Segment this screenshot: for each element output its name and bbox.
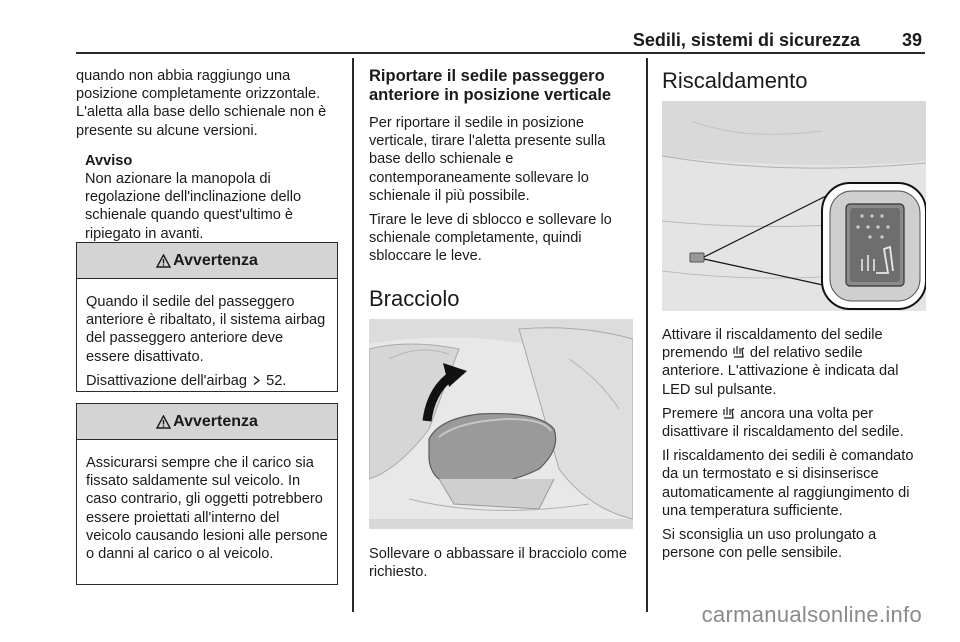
figure-caption: Sollevare o abbassare il bracciolo come richiesto. [369, 546, 627, 581]
paragraph-text: del relativo sedile anteriore. L'attivazione è indicata dal LED sul pulsante. [662, 345, 899, 398]
column-3-body [662, 326, 926, 562]
page-number: 39 [901, 30, 922, 50]
seat-heating-icon [732, 345, 746, 359]
paragraph [662, 405, 926, 441]
seat-heating-icon [722, 406, 736, 420]
cross-reference [86, 372, 328, 390]
paragraph: Tirare le leve di sblocco e sollevare lo schienale completamente, quindi sbloccare le leve. [369, 212, 612, 265]
paragraph-text: Premere [662, 405, 718, 422]
notice-title: Avviso [85, 152, 133, 169]
section-heading: Riportare il sedile passeggero anteriore in posizione verticale [369, 67, 612, 104]
warning-triangle-icon [156, 254, 171, 268]
warning-box [76, 242, 338, 392]
paragraph: Per riportare il sedile in posizione verticale, tirare l'aletta presente sulla base dello schienale e contemporaneamente sollevare lo schienale il più possibile. [369, 115, 606, 204]
column-1 [76, 67, 338, 243]
cross-reference-page[interactable]: 52. [266, 372, 287, 389]
armrest-drawing [369, 319, 633, 529]
warning-title: Avvertenza [173, 412, 258, 430]
seat-heating-drawing [662, 101, 926, 311]
column-2 [369, 67, 633, 312]
notice-block [85, 152, 338, 243]
warning-header [77, 404, 337, 440]
running-header-title: Sedili, sistemi di sicurezza [632, 30, 860, 50]
armrest-illustration [369, 319, 633, 529]
warning-box [76, 403, 338, 585]
section-title: Bracciolo [369, 285, 460, 311]
paragraph-text: ancora una volta per disattivare il riscaldamento del sedile. [662, 405, 904, 441]
header-rule [76, 52, 925, 54]
paragraph: Si sconsiglia un uso prolungato a persone con pelle sensibile. [662, 527, 877, 562]
warning-title: Avvertenza [173, 251, 258, 269]
warning-triangle-icon [156, 415, 171, 429]
page-reference-arrow-icon [251, 375, 262, 386]
paragraph: Il riscaldamento dei sedili è comandato da un termostato e si disinserisce automaticamente al raggiungimento di una temperatura sufficiente. [662, 448, 914, 519]
column-divider [646, 58, 648, 612]
warning-body [77, 279, 337, 390]
intro-paragraph: quando non abbia raggiungo una posizione completamente orizzontale. L'aletta alla base dello schienale non è presente su alcune versioni. [76, 68, 327, 139]
cross-reference-text: Disattivazione dell'airbag [86, 372, 247, 389]
paragraph-text: Attivare il riscaldamento del sedile premendo [662, 327, 883, 362]
seat-heating-illustration [662, 101, 926, 311]
column-divider [352, 58, 354, 612]
warning-text: Assicurarsi sempre che il carico sia fissato saldamente sul veicolo. In caso contrario, gli oggetti potrebbero essere proiettati all'interno del veicolo causando lesioni alle persone o danni al carico o al veicolo. [86, 455, 328, 563]
notice-text: Non azionare la manopola di regolazione dell'inclinazione dello schienale quando quest'ultimo è ripiegato in avanti. [85, 171, 302, 242]
section-title: Riscaldamento [662, 68, 808, 93]
warning-text: Quando il sedile del passeggero anteriore è ribaltato, il sistema airbag del passeggero anteriore deve essere disattivato. [86, 294, 326, 365]
paragraph [662, 326, 926, 399]
warning-header [77, 243, 337, 279]
warning-body [77, 440, 337, 563]
watermark: carmanualsonline.info [701, 602, 922, 627]
